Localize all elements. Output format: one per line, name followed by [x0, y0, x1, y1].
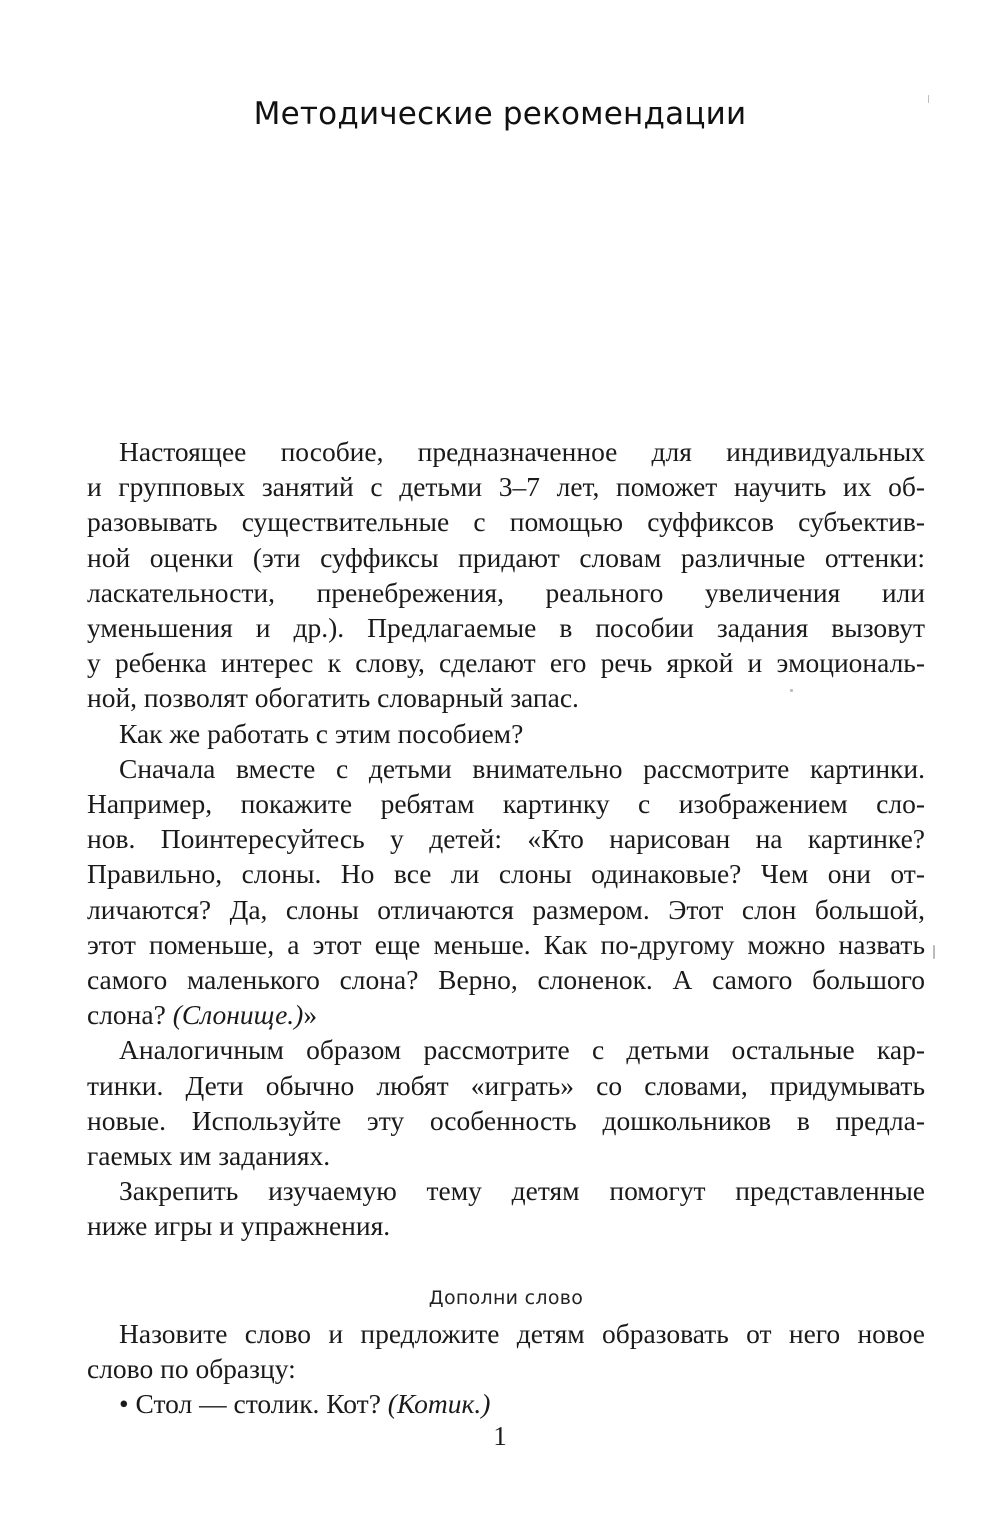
text-line: [87, 997, 925, 1032]
text-line: слово по образцу:: [87, 1352, 296, 1384]
bullet-text: Стол — столик. Кот?: [135, 1388, 388, 1420]
paragraph-example: [87, 751, 925, 1033]
text-line: уменьшения и др.). Предлагаемые в пособии задания вызовут: [87, 612, 925, 644]
bullet-marker: •: [119, 1388, 129, 1420]
text-fragment: слона?: [87, 999, 173, 1031]
section-subtitle: Дополни слово: [428, 1286, 584, 1309]
text-line: Сначала вместе с детьми внимательно рассмотрите картинки.: [119, 752, 925, 784]
scan-speck: [933, 945, 935, 959]
text-line: Например, покажите ребятам картинку с изображением сло-: [87, 788, 925, 820]
text-line: гаемых им заданиях.: [87, 1140, 331, 1172]
text-line: и групповых занятий с детьми 3–7 лет, поможет научить их об-: [87, 471, 925, 503]
paragraph-exercise-intro: [87, 1316, 925, 1386]
paragraph-analogy: [87, 1032, 925, 1173]
paragraph-intro: [87, 434, 925, 716]
text-line: ниже игры и упражнения.: [87, 1210, 391, 1242]
text-line: у ребенка интерес к слову, сделают его речь яркой и эмоциональ-: [87, 647, 925, 679]
text-line: нов. Поинтересуйтесь у детей: «Кто нарисован на картинке?: [87, 823, 925, 855]
document-body: [87, 434, 925, 1421]
paragraph-reinforce: [87, 1173, 925, 1243]
text-line: тинки. Дети обычно любят «играть» со словами, придумывать: [87, 1069, 925, 1101]
paragraph-question: [87, 716, 925, 751]
text-line: этот поменьше, а этот еще меньше. Как по-другому можно назвать: [87, 928, 925, 960]
page-number: 1: [493, 1421, 507, 1451]
text-line: самого маленького слона? Верно, слоненок. А самого большого: [87, 964, 925, 996]
bullet-item: [87, 1386, 925, 1421]
italic-answer: (Котик.): [387, 1388, 491, 1420]
text-line: Закрепить изучаемую тему детям помогут представленные: [119, 1175, 925, 1207]
closing-quote: »: [303, 999, 318, 1031]
text-line: личаются? Да, слоны отличаются размером. Этот слон большой,: [87, 893, 925, 925]
text-line: ной, позволят обогатить словарный запас.: [87, 682, 579, 714]
text-line: Настоящее пособие, предназначенное для индивидуальных: [119, 436, 925, 467]
text-line: разовывать существительные с помощью суффиксов субъектив-: [87, 506, 925, 538]
text-line: Аналогичным образом рассмотрите с детьми остальные кар-: [119, 1034, 925, 1066]
scan-speck: [928, 95, 929, 103]
text-line: новые. Используйте эту особенность дошкольников в предла-: [87, 1104, 925, 1136]
page-title: Методические рекомендации: [253, 96, 747, 132]
italic-answer: (Слонище.): [172, 999, 304, 1031]
text-line: ласкательности, пренебрежения, реального увеличения или: [87, 576, 925, 608]
scan-speck: [790, 689, 793, 692]
text-line: Как же работать с этим пособием?: [119, 717, 524, 749]
text-line: Назовите слово и предложите детям образовать от него новое: [119, 1317, 925, 1349]
text-line: Правильно, слоны. Но все ли слоны одинаковые? Чем они от-: [87, 858, 925, 890]
text-line: ной оценки (эти суффиксы придают словам различные оттенки:: [87, 541, 925, 573]
